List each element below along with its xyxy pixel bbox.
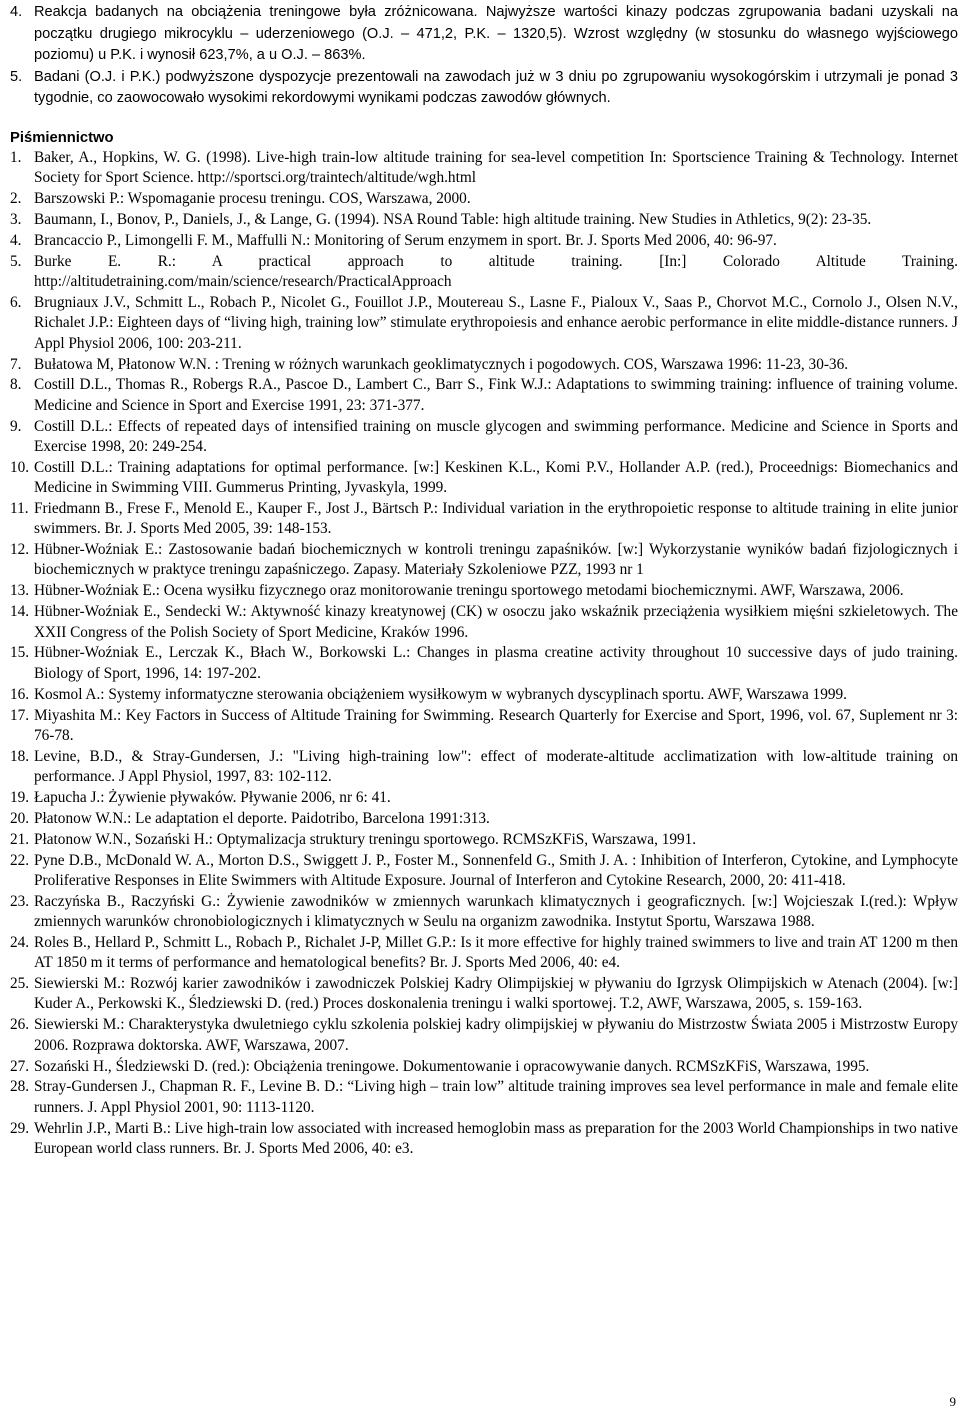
reference-text: Baker, A., Hopkins, W. G. (1998). Live-high train-low altitude training for sea-level competition In: Sportscience Training & Technology. Internet Society for Sport Science. http://sportsci.org/traintech/altitude/wgh.html [34,149,958,187]
reference-text: Barszowski P.: Wspomaganie procesu treningu. COS, Warszawa, 2000. [34,190,471,208]
reference-number: 4. [10,231,22,249]
reference-text: Costill D.L.: Effects of repeated days of intensified training on muscle glycogen and swimming performance. Medicine and Science in Sports and Exercise 1998, 20: 249-254. [34,417,958,455]
reference-number: 13. [10,582,30,600]
reference-item [10,788,958,808]
reference-number: 6. [10,294,22,312]
reference-text: Raczyńska B., Raczyński G.: Żywienie zawodników w zmiennych warunkach klimatycznych i geograficznych. [w:] Wojcieszak I.(red.): Wpływ zmiennych warunków chronobiologicznych i klimatycznych w Seulu na organizm zawodnika. Instytut Sportu, Warszawa 1988. [34,892,958,931]
reference-number: 10. [10,458,30,476]
reference-item [10,830,958,850]
reference-item [10,851,958,892]
conclusion-text: Reakcja badanych na obciążenia treningowe była zróżnicowana. Najwyższe wartości kinazy podczas zgrupowania badani uzyskali na początku drugiego mikrocyklu – uderzeniowego (O.J. – 471,2, P.K. – 1320,5). Wzrost względny (w stosunku do własnego wyjściowego poziomu) u P.K. i wynosił 623,7%, a u O.J. – 863%. [34,4,958,63]
reference-item [10,643,958,684]
reference-text: Miyashita M.: Key Factors in Success of Altitude Training for Swimming. Research Quarterly for Exercise and Sport, 1996, vol. 67, Suplement nr 3: 76-78. [34,706,958,744]
reference-text: Pyne D.B., McDonald W. A., Morton D.S., Swiggett J. P., Foster M., Sonnenfeld G., Smith J. A. : Inhibition of Interferon, Cytokine, and Lymphocyte Proliferative Responses in Elite Swimmers with Altitude Exposure. Journal of Interferon and Cytokine Research, 2000, 20: 411-418. [34,851,958,889]
reference-text: Płatonow W.N.: Le adaptation el deporte. Paidotribo, Barcelona 1991:313. [34,809,490,827]
reference-text: Siewierski M.: Charakterystyka dwuletniego cyklu szkolenia polskiej kadry olimpijskiej w pływaniu do Mistrzostw Świata 2005 i Mistrzostw Europy 2006. Rozprawa doktorska. AWF, Warszawa, 2007. [34,1016,958,1054]
reference-item [10,747,958,788]
reference-item [10,417,958,458]
reference-text: Burke E. R.: A practical approach to altitude training. [In:] Colorado Altitude Training. http://altitudetraining.com/main/science/research/PracticalApproach [34,252,958,291]
reference-number: 18. [10,747,30,765]
reference-text: Bułatowa M, Płatonow W.N. : Trening w różnych warunkach geoklimatycznych i pogodowych. COS, Warszawa 1996: 11-23, 30-36. [34,355,849,373]
reference-item [10,809,958,829]
reference-text: Baumann, I., Bonov, P., Daniels, J., & Lange, G. (1994). NSA Round Table: high altitude training. New Studies in Athletics, 9(2): 23-35. [34,211,872,229]
reference-item [10,355,958,375]
reference-number: 1. [10,149,22,166]
reference-item [10,892,958,933]
reference-item [10,933,958,974]
reference-number: 19. [10,788,30,806]
reference-text: Levine, B.D., & Stray-Gundersen, J.: "Living high-training low": effect of moderate-altitude acclimatization with low-altitude training on performance. J Appl Physiol, 1997, 83: 102-112. [34,747,958,785]
reference-item [10,293,958,354]
reference-number: 9. [10,417,22,435]
reference-text: Brugniaux J.V., Schmitt L., Robach P., Nicolet G., Fouillot J.P., Moutereau S., Lasne F., Pialoux V., Saas P., Chorvot M.C., Cornolo J., Olsen N.V., Richalet J.P.: Eighteen days of “living high, training low” stimulate erythropoiesis and enhance aerobic performance in elite middle-distance runners. J Appl Physiol 2006, 100: 203-211. [34,294,958,352]
reference-text: Stray-Gundersen J., Chapman R. F., Levine B. D.: “Living high – train low” altitude training improves sea level performance in male and female elite runners. J. Appl Physiol 2001, 90: 1113-1120. [34,1078,958,1116]
reference-number: 11. [10,499,29,517]
reference-text: Łapucha J.: Żywienie pływaków. Pływanie 2006, nr 6: 41. [34,788,391,806]
reference-number: 20. [10,809,30,827]
reference-text: Płatonow W.N., Sozański H.: Optymalizacja struktury treningu sportowego. RCMSzKFiS, Warszawa, 1991. [34,830,697,848]
reference-text: Costill D.L.: Training adaptations for optimal performance. [w:] Keskinen K.L., Komi P.V., Hollander A.P. (red.), Proceednigs: Biomechanics and Medicine in Swimming VIII. Gummerus Printing, Jyvaskyla, 1999. [34,458,958,497]
reference-list [10,148,958,1160]
reference-number: 21. [10,830,30,848]
reference-item [10,581,958,601]
reference-number: 29. [10,1119,30,1137]
reference-number: 2. [10,190,22,208]
reference-number: 23. [10,892,30,910]
conclusion-number: 5. [10,68,23,85]
conclusion-item [10,67,958,110]
reference-item [10,1015,958,1056]
reference-item [10,210,958,230]
reference-number: 24. [10,933,30,951]
reference-number: 8. [10,376,22,394]
reference-text: Sozański H., Śledziewski D. (red.): Obciążenia treningowe. Dokumentowanie i opracowywanie danych. RCMSzKFiS, Warszawa, 1995. [34,1057,870,1075]
reference-number: 27. [10,1057,30,1075]
conclusion-item [10,2,958,67]
reference-item [10,148,958,189]
conclusion-number: 4. [10,4,23,20]
reference-item [10,602,958,643]
reference-number: 25. [10,975,30,993]
reference-item [10,1119,958,1160]
reference-text: Friedmann B., Frese F., Menold E., Kauper F., Jost J., Bärtsch P.: Individual variation in the erythropoietic response to altitude training in elite junior swimmers. Br. J. Sports Med 2005, 39: 148-153. [34,499,958,538]
reference-number: 16. [10,685,30,703]
page-number: 9 [949,1394,956,1409]
reference-item [10,231,958,251]
reference-number: 7. [10,355,22,373]
conclusions-list [10,2,958,110]
reference-text: Hübner-Woźniak E.: Zastosowanie badań biochemicznych w kontroli treningu zapaśników. [w:] Wykorzystanie wyników badań fizjologicznych i biochemicznych w praktyce treningu zapaśniczego. Zapasy. Materiały Szkoleniowe PZZ, 1993 nr 1 [34,541,958,579]
reference-text: Costill D.L., Thomas R., Robergs R.A., Pascoe D., Lambert C., Barr S., Fink W.J.: Adaptations to swimming training: influence of training volume. Medicine and Science in Sport and Exercise 1991, 23: 371-377. [34,376,958,414]
reference-item [10,375,958,416]
conclusion-text: Badani (O.J. i P.K.) podwyższone dyspozycje prezentowali na zawodach już w 3 dniu po zgrupowaniu wysokogórskim i utrzymali je ponad 3 tygodnie, co zaowocowało wysokimi rekordowymi wynikami podczas zawodów głównych. [34,68,958,106]
reference-item [10,685,958,705]
reference-text: Hübner-Woźniak E., Sendecki W.: Aktywność kinazy kreatynowej (CK) w osoczu jako wskaźnik przeciążenia wysiłkiem mięśni szkieletowych. The XXII Congress of the Polish Society of Sport Medicine, Kraków 1996. [34,603,958,641]
reference-text: Roles B., Hellard P., Schmitt L., Robach P., Richalet J-P, Millet G.P.: Is it more effective for highly trained swimmers to live and train AT 1200 m then AT 1850 m it terms of performance and hematological benefits? Br. J. Sports Med 2006, 40: e4. [34,933,958,972]
reference-item [10,189,958,209]
bibliography-heading: Piśmiennictwo [10,130,114,146]
reference-number: 14. [10,603,30,621]
reference-number: 5. [10,252,22,270]
reference-number: 22. [10,851,30,869]
reference-number: 26. [10,1016,30,1034]
reference-item [10,252,958,293]
reference-text: Brancaccio P., Limongelli F. M., Maffulli N.: Monitoring of Serum enzymem in sport. Br. J. Sports Med 2006, 40: 96-97. [34,231,777,249]
reference-number: 15. [10,644,30,662]
reference-number: 12. [10,541,30,559]
reference-text: Siewierski M.: Rozwój karier zawodników i zawodniczek Polskiej Kadry Olimpijskiej w pływaniu do Igrzysk Olimpijskich w Atenach (2004). [w:] Kuder A., Perkowski K., Śledziewski D. (red.) Proces doskonalenia treningu i walki sportowej. T.2, AWF, Warszawa, 2005, s. 159-163. [34,975,958,1013]
reference-text: Hübner-Woźniak E.: Ocena wysiłku fizycznego oraz monitorowanie treningu sportowego metodami biochemicznymi. AWF, Warszawa, 2006. [34,582,904,600]
reference-item [10,499,958,540]
reference-item [10,540,958,581]
reference-number: 3. [10,211,22,229]
reference-item [10,1077,958,1118]
reference-number: 17. [10,706,30,724]
reference-text: Hübner-Woźniak E., Lerczak K., Błach W., Borkowski L.: Changes in plasma creatine activity throughout 10 successive days of judo training. Biology of Sport, 1996, 14: 197-202. [34,644,958,682]
reference-text: Wehrlin J.P., Marti B.: Live high-train low associated with increased hemoglobin mass as preparation for the 2003 World Championships in two native European world class runners. Br. J. Sports Med 2006, 40: e3. [34,1119,958,1157]
reference-item [10,1057,958,1077]
reference-item [10,974,958,1015]
reference-item [10,458,958,499]
reference-item [10,706,958,747]
reference-text: Kosmol A.: Systemy informatyczne sterowania obciążeniem wysiłkowym w wybranych dyscyplinach sportu. AWF, Warszawa 1999. [34,685,847,703]
reference-number: 28. [10,1078,30,1096]
